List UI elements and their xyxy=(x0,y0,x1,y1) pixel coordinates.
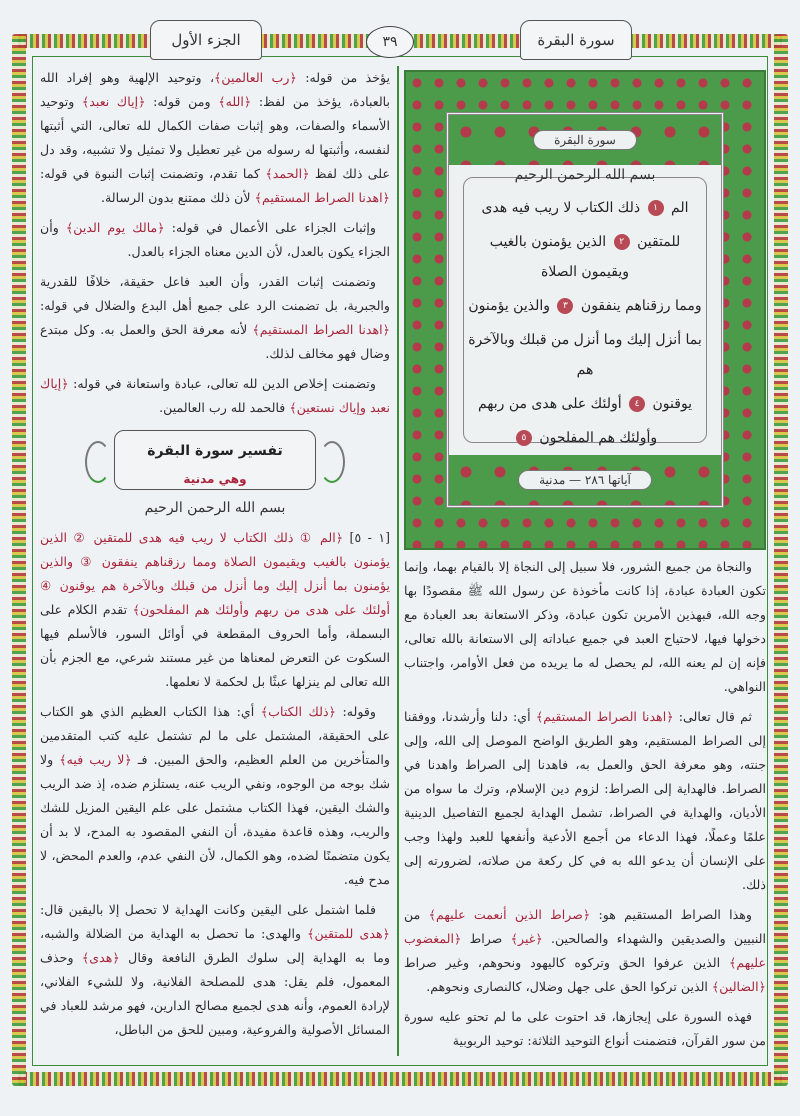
quran-quote: ﴿اهدنا الصراط المستقيم﴾ xyxy=(254,190,390,205)
text: فالحمد لله رب العالمين. xyxy=(159,400,290,415)
text: ولا شك بوجه من الوجوه، ونفي الريب عنه، يستلزم ضده، إذ ضد الريب والشك اليقين، فهذا الكتاب مشتمل على علم اليقين المزيل للشك والريب، وهذه قاعدة مفيدة، أن النفي المقصود به المدح، لا بد أن يكون متضمنًا لضده، وهو الكمال، لأن النفي عدم، والعدم المحض، لا مدح فيه. xyxy=(40,752,390,887)
paragraph: فهذه السورة على إيجازها، قد احتوت على ما لم تحتو عليه سورة من سور القرآن، فتضمنت أنواع التوحيد الثلاثة: توحيد الربوبية xyxy=(404,1009,766,1048)
ayah-line xyxy=(464,325,706,385)
mushaf-footer-cartouche: آياتها ٢٨٦ — مدنية xyxy=(518,470,652,490)
ayah-number-marker: ١ xyxy=(648,200,664,216)
quran-quote: ﴿اهدنا الصراط المستقيم﴾ xyxy=(252,322,390,337)
ayah-line xyxy=(464,227,706,287)
ayah-text: بما أنزل إليك وما أنزل من قبلك وبالآخرة هم xyxy=(468,332,702,378)
left-ornamental-border xyxy=(12,34,26,1086)
ayah-number-marker: ٢ xyxy=(614,234,630,250)
text: وتضمنت إخلاص الدين لله تعالى، عبادة واستعانة في قوله: xyxy=(68,376,376,391)
paragraph: والنجاة من جميع الشرور، فلا سبيل إلى النجاة إلا بالقيام بهما، وإنما تكون العبادة عبادة، إذا كانت مأخوذة عن رسول الله ﷺ مقصودًا بها وجه الله، فبهذين الأمرين تكون عبادة، وذكر الاستعانة بعد العبادة مع دخولها فيها، لاحتياج العبد في جميع عباداته إلى الاستعانة بالله تعالى، فإنه إن لم يعنه الله، لم يحصل له ما يريده من فعل الأوامر، واجتناب النواهي. xyxy=(404,559,766,694)
text: وأن الجزاء يكون بالعدل، لأن الدين معناه الجزاء بالعدل. xyxy=(40,220,390,259)
text: ثم قال تعالى: xyxy=(673,709,752,724)
ayah-text: يوقنون xyxy=(652,396,693,412)
quran-quote: ﴿إياك نعبد﴾ xyxy=(81,94,146,109)
text: لأنه معرفة الحق والعمل به. وكل مبتدع وضال فهو مخالف لذلك. xyxy=(40,322,390,361)
mushaf-ornamental-frame xyxy=(404,70,766,550)
ayah-text: الذين يؤمنون بالغيب ويقيمون الصلاة xyxy=(489,234,629,280)
section-subtitle: وهي مدنية xyxy=(183,472,247,486)
quran-quote: ﴿الحمد﴾ xyxy=(265,166,310,181)
paragraph xyxy=(404,705,766,897)
verse-range: [١ - ٥] xyxy=(349,530,390,545)
ayah-line xyxy=(513,423,657,453)
quran-quote: ﴿الله﴾ xyxy=(218,94,252,109)
text: وحذف المعمول، فلم يقل: هدى للمصلحة الفلانية، ولا للشيء الفلاني، لإرادة العموم، وأنه هدى لجميع مصالح الدارين، فهو مرشد للعباد في المسائل الأصولية والفروعية، ومبين للحق من الباطل، xyxy=(40,950,390,1037)
text: أي: هذا الكتاب العظيم الذي هو الكتاب على الحقيقة، المشتمل على ما لم تشتمل عليه كتب المتقدمين والمتأخرين من العلم العظيم، والحق المبين. فـ xyxy=(40,704,390,767)
surah-name-tab: سورة البقرة xyxy=(520,20,632,60)
juz-name-tab: الجزء الأول xyxy=(150,20,262,60)
mushaf-header-band xyxy=(449,115,721,165)
text: وقوله: xyxy=(335,704,376,719)
text: وتضمنت إثبات القدر، وأن العبد فاعل حقيقة، خلافًا للقدرية والجبرية، بل تضمنت الرد على جميع أهل البدع والضلال في قوله: xyxy=(40,274,390,313)
text: وإثبات الجزاء على الأعمال في قوله: xyxy=(164,220,377,235)
ayah-text: ومما رزقناهم ينفقون xyxy=(580,298,702,314)
ayah-number-marker: ٣ xyxy=(557,298,573,314)
paragraph xyxy=(40,372,390,420)
ayah-text: الم xyxy=(671,200,689,216)
quran-quote: ﴿ذلك الكتاب﴾ xyxy=(260,704,336,719)
quran-quote: ﴿اهدنا الصراط المستقيم﴾ xyxy=(535,709,674,724)
paragraph xyxy=(40,270,390,366)
text: من النبيين والصديقين والشهداء والصالحين. xyxy=(404,907,767,946)
text: كما تقدم، وتضمنت إثبات النبوة في قوله: xyxy=(40,166,266,181)
text: لأن ذلك ممتنع بدون الرسالة. xyxy=(101,190,255,205)
text: الذين تركوا الحق على جهل وضلال، كالنصارى ونحوهم. xyxy=(426,979,712,994)
left-text-column xyxy=(40,66,390,1048)
page-number: ٣٩ xyxy=(366,26,414,58)
text: فلما اشتمل على اليقين وكانت الهداية لا تحصل إلا باليقين قال: xyxy=(40,902,376,917)
text: الذين عرفوا الحق وتركوه كاليهود ونحوهم، وغير صراط xyxy=(404,955,729,970)
surah-tafsir-heading-box xyxy=(114,430,316,490)
right-ornamental-border xyxy=(774,34,788,1086)
text: ، وتوحيد الإلهية وهو إفراد الله بالعبادة، يؤخذ من لفظ: xyxy=(40,70,391,109)
mushaf-surah-title: سورة البقرة xyxy=(533,130,637,150)
vine-ornament-icon xyxy=(85,441,111,483)
quran-quote: ﴿رب العالمين﴾ xyxy=(214,70,297,85)
quran-quote: ﴿لا ريب فيه﴾ xyxy=(59,752,132,767)
paragraph xyxy=(40,898,390,1042)
text: وتوحيد الأسماء والصفات، وهو إثبات صفات الكمال لله تعالى، التي أثبتها لنفسه، وأثبتها له رسوله من غير تعطيل ولا تمثيل ولا تشبيه، وقد دل على ذلك لفظ xyxy=(40,94,390,181)
ayah-line xyxy=(468,291,701,321)
quran-quote: ﴿غير﴾ xyxy=(510,931,543,946)
mushaf-basmala: بسم الله الرحمن الرحيم xyxy=(514,167,656,183)
text: صراط xyxy=(461,931,511,946)
paragraph xyxy=(404,903,766,999)
ayah-text: أولئك على هدى من ربهم xyxy=(477,396,622,412)
vine-ornament-icon xyxy=(319,441,345,483)
text: والهدى: ما تحصل به الهداية من الضلالة والشبه، وما به الهداية إلى سلوك الطرق النافعة وقال xyxy=(40,926,390,965)
bottom-ornamental-border xyxy=(18,1072,782,1086)
quran-quote: ﴿هدى للمتقين﴾ xyxy=(307,926,390,941)
paragraph xyxy=(40,526,390,694)
ayah-number-marker: ٤ xyxy=(629,396,645,412)
paragraph xyxy=(40,700,390,892)
ayah-text: ذلك الكتاب لا ريب فيه هدى xyxy=(481,200,641,216)
quran-quote: ﴿صراط الذين أنعمت عليهم﴾ xyxy=(428,907,591,922)
text: وهذا الصراط المستقيم هو: xyxy=(590,907,753,922)
quran-quote: ﴿الضالين﴾ xyxy=(711,979,766,994)
quran-quote: ﴿الم ① ذلك الكتاب لا ريب فيه هدى للمتقين ② الذين يؤمنون بالغيب ويقيمون الصلاة ومما رزقناهم ينفقون ③ والذين يؤمنون بما أنزل إليك وما أنزل من قبلك وبالآخرة هم يوقنون ④ أولئك على هدى من ربهم وأولئك هم المفلحون﴾ xyxy=(40,530,390,617)
paragraph xyxy=(40,216,390,264)
basmala: بسم الله الرحمن الرحيم xyxy=(144,500,286,516)
quran-quote: ﴿هدى﴾ xyxy=(81,950,120,965)
ayah-text: والذين يؤمنون xyxy=(468,298,550,314)
text: أي: دلنا وأرشدنا، ووفقنا إلى الصراط المستقيم، وهو الطريق الواضح الموصل إلى الله، وإلى جنته، وهو معرفة الحق والعمل به، فاهدنا إلى الصراط واهدنا في الصراط. فالهداية إلى الصراط: لزوم دين الإسلام، وترك ما سواه من الأديان، والهداية في الصراط، تشمل الهداية لجميع التفاصيل الدينية علمًا وعملًا، فهذا الدعاء من أجمع الأدعية وأنفعها للعبد ولهذا وجب على الإنسان أن يدعو الله به في كل ركعة من صلاته، لضرورته إلى ذلك. xyxy=(404,709,766,892)
right-text-column xyxy=(404,555,766,1059)
text: يؤخذ من قوله: xyxy=(296,70,391,85)
ayah-line xyxy=(478,389,692,419)
text: تقدم الكلام على البسملة، وأما الحروف المقطعة في أوائل السور، فالأسلم فيها السكوت عن التعرض لمعناها من غير مستند شرعي، مع الجزم بأن الله تعالى لم ينزلها عبثًا بل لحكمة لا نعلمها. xyxy=(40,602,390,689)
column-divider xyxy=(397,66,399,1056)
mushaf-verses xyxy=(463,167,707,446)
ayah-text: للمتقين xyxy=(637,234,681,250)
ayah-number-marker: ٥ xyxy=(516,430,532,446)
mushaf-inner-panel xyxy=(446,112,724,508)
ayah-line xyxy=(482,193,689,223)
text: ومن قوله: xyxy=(145,94,219,109)
quran-quote: ﴿المغضوب عليهم﴾ xyxy=(404,931,766,970)
ayah-text: وأولئك هم المفلحون xyxy=(539,430,658,446)
quran-quote: ﴿إياك نعبد وإياك نستعين﴾ xyxy=(40,376,390,415)
quran-quote: ﴿مالك يوم الدين﴾ xyxy=(65,220,165,235)
section-title: تفسير سورة البقرة xyxy=(147,443,283,459)
paragraph xyxy=(40,66,390,210)
mushaf-footer-band xyxy=(449,455,721,505)
